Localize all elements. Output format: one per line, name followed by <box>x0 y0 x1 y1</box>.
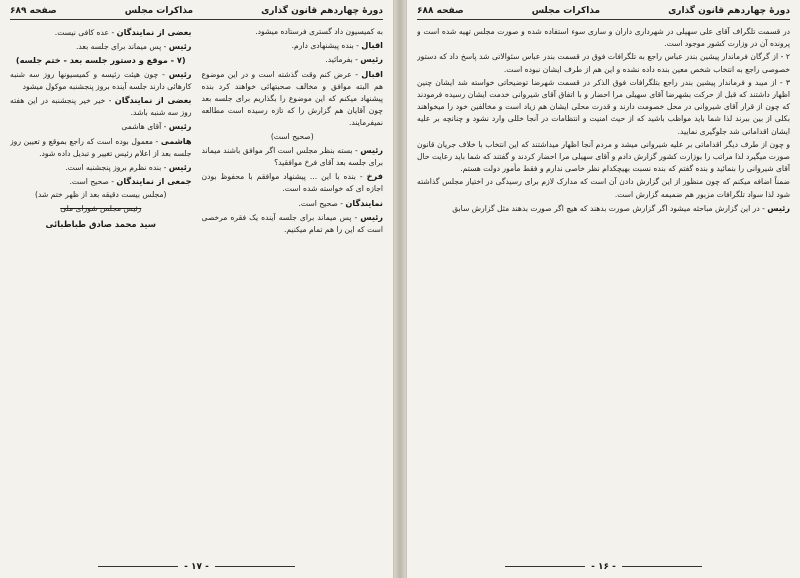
speech-text: - بنده پیشنهادی دارم. <box>291 41 362 51</box>
speech-paragraph <box>10 40 192 53</box>
speaker-name: رئیس <box>168 162 192 173</box>
speech-paragraph <box>10 135 192 160</box>
speech-paragraph <box>202 53 384 66</box>
section-heading: (۷ - موقع و دستور جلسه بعد - ختم جلسه) <box>15 55 186 66</box>
right-page-footer <box>407 562 800 572</box>
speech-text: - آقای هاشمی <box>121 122 169 132</box>
speaker-name: رئیس <box>360 54 383 65</box>
left-header-page-label: صفحه ۶۸۹ <box>10 6 57 16</box>
speech-text: - بنده با این ... پیشنهاد موافقم با محفوظ بودن اجازه ای که خواسته شده است. <box>201 172 383 194</box>
speaker-name: رئیس <box>767 202 790 213</box>
right-page <box>406 0 800 578</box>
speaker-name: جمعی از نمایندگان <box>116 176 192 187</box>
speaker-name: رئیس <box>168 41 192 52</box>
speech-paragraph <box>10 175 192 188</box>
left-page-footer <box>0 562 393 572</box>
speaker-name: رئیس <box>168 68 192 79</box>
speech-text: - خیر خیر پنجشنبه در این هفته روز سه شنبه باشد. <box>10 96 192 118</box>
speech-paragraph <box>202 170 384 195</box>
speaker-name: رئیس <box>360 144 383 155</box>
left-page-header <box>10 6 383 20</box>
speech-paragraph <box>202 39 384 52</box>
text-paragraph: ضمناً اضافه میکنم که چون منظور از این گزارش دادن آن است که مدارک لازم برای رسیدگی در اختیار مجلس گذاشته شود لذا سواد تلگرافات مزبور هم ضمیمه گزارش است. <box>417 177 790 199</box>
speech-text: - در این گزارش مباحثه میشود اگر گزارش صورت بدهند که هیچ اگر صورت بدهند مثل گزارش سابق <box>452 203 768 213</box>
right-page-body <box>417 26 790 546</box>
left-column-a <box>202 26 384 237</box>
speech-paragraph <box>417 202 790 215</box>
speech-text: - معمول بوده است که راجع بموقع و تعیین روز جلسه بعد از اعلام رئیس تغییر و تبدیل داده شود. <box>10 136 192 158</box>
speaker-name: اقبال <box>361 40 383 51</box>
speech-text: - بسته بنظر مجلس است اگر موافق باشند میماند برای جلسه بعد آقای فرخ موافقید؟ <box>201 145 383 168</box>
speech-paragraph <box>10 120 192 133</box>
speaker-name: هاشمی <box>160 135 192 146</box>
speech-paragraph <box>10 94 192 119</box>
speaker-name: نمایندگان <box>345 197 383 208</box>
speech-paragraph <box>10 26 192 39</box>
speaker-name: بعضی از نمایندگان <box>114 95 192 106</box>
left-page-number: - ۱۷ - <box>184 562 209 572</box>
speaker-name: رئیس <box>360 211 383 222</box>
left-header-session: مذاکرات مجلس <box>124 6 194 16</box>
left-page <box>0 0 394 578</box>
left-page-body <box>10 26 383 546</box>
speaker-name: فرخ <box>366 171 383 182</box>
text-paragraph: در قسمت تلگراف آقای علی سهیلی در شهرداری داران و ساری سوء استفاده شده و صورت مجلس تهیه شده است و پرونده آن در وزارت کشور موجود است. <box>417 27 790 49</box>
speech-text: - پس میماند برای جلسه بعد. <box>76 42 169 52</box>
speech-text: - بفرمائید. <box>325 55 361 65</box>
speech-text: - عده کافی نیست. <box>54 28 117 37</box>
speech-paragraph <box>10 68 192 93</box>
speech-text: - صحیح است. <box>298 198 346 208</box>
right-page-number: - ۱۶ - <box>591 562 616 572</box>
text-paragraph: (صحیح است) <box>270 131 314 141</box>
speech-text: - پس میماند برای جلسه آینده یک فقره مرخصی است که این را هم تمام میکنیم. <box>201 212 383 235</box>
speech-paragraph <box>202 68 384 130</box>
right-header-title: دورهٔ چهاردهم قانون گذاری <box>668 6 790 16</box>
book-gutter <box>394 0 406 578</box>
right-page-header <box>417 6 790 20</box>
speech-text: - چون هیئت رئیسه و کمیسیونها روز سه شنبه کارهائی دارند جلسه آینده بروز پنجشنبه موکول میشود <box>10 69 192 91</box>
speech-paragraph <box>10 161 192 174</box>
speaker-name: اقبال <box>361 68 383 79</box>
speaker-name: بعضی از نمایندگان <box>116 27 192 37</box>
speech-text: - عرض کنم وقت گذشته است و در این موضوع هم البته موافق و مخالف صحبتهائی خواهند کرد بنده پیشنهاد میکنم که این موضوع را بگذاریم برای جلسه بعد چون آقایان هم گزارش را که تازه رسیده است مطالعه نمیفرمایند. <box>201 69 383 128</box>
text-paragraph: رئیس مجلس شورای ملی <box>60 203 142 213</box>
left-header-title: دورهٔ چهاردهم قانون گذاری <box>261 6 383 16</box>
text-paragraph: به کمیسیون داد گستری فرستاده میشود. <box>255 27 383 36</box>
speech-paragraph <box>202 197 384 210</box>
text-paragraph: و چون از طرف دیگر اقداماتی بر علیه شیروانی میشد و مردم آنجا اظهار میداشتند که این انتخاب با خلاف جریان قانون صورت میگیرد لذا مراتب را بوزارت کشور گزارش دادم و آقای سهیلی مرا احضار کردند و گفتند که شما باید رعایت حال آقای شیروانی را بنمائید و بنده گفتم که بنده نسبت بهیچکدام نظر خاصی ندارم و فقط مأمور دولت هستم. <box>417 139 790 174</box>
speech-paragraph <box>202 144 384 169</box>
text-paragraph: ۲ - از گرگان فرماندار پیشین بندر عباس راجع به تلگرافات فوق در قسمت بندر عباس سئوالاتی شد پاسخ داد که دستور خصوصی راجع به انتخاب شخص معین بنده داده نشده و این هم از طرف ایشان نبوده است. <box>417 52 790 74</box>
right-header-session: مذاکرات مجلس <box>531 6 601 16</box>
speech-text: - بنده نظرم بروز پنجشنبه است. <box>65 163 169 173</box>
speech-paragraph <box>202 211 384 236</box>
right-header-page-label: صفحه ۶۸۸ <box>417 6 464 16</box>
left-column-b <box>10 26 192 237</box>
speech-text: - صحیح است. <box>69 177 117 187</box>
signature-line: سید محمد صادق طباطبائی <box>45 218 156 229</box>
speaker-name: رئیس <box>168 121 192 132</box>
text-paragraph: ۳ - از میبد و فرماندار پیشین بندر راجع بتلگرافات فوق الذکر در قسمت شهرضا توضیحاتی خواسته شد ایشان چنین اظهار داشتند که قبل از حرکت بشهرضا آقای سهیلی مرا احضار و با اتفاق آقای شیروانی خدمت ایشان رسیده فرمودند که چون از قرار آقای شیروانی در محل خصومت دارند و قدرت محلی ایشان هم زیاد است و مخالفین خود را میخواهند بکلی از بین ببرند لذا شما باید مواظب باشید که از حیث امنیت و انتظامات در آنجا خللی وارد نشود و چنانچه بر علیه ایشان اقداماتی شد جلوگیری نمایید. <box>417 77 790 136</box>
text-paragraph: (مجلس بیست دقیقه بعد از ظهر ختم شد) <box>34 190 167 200</box>
